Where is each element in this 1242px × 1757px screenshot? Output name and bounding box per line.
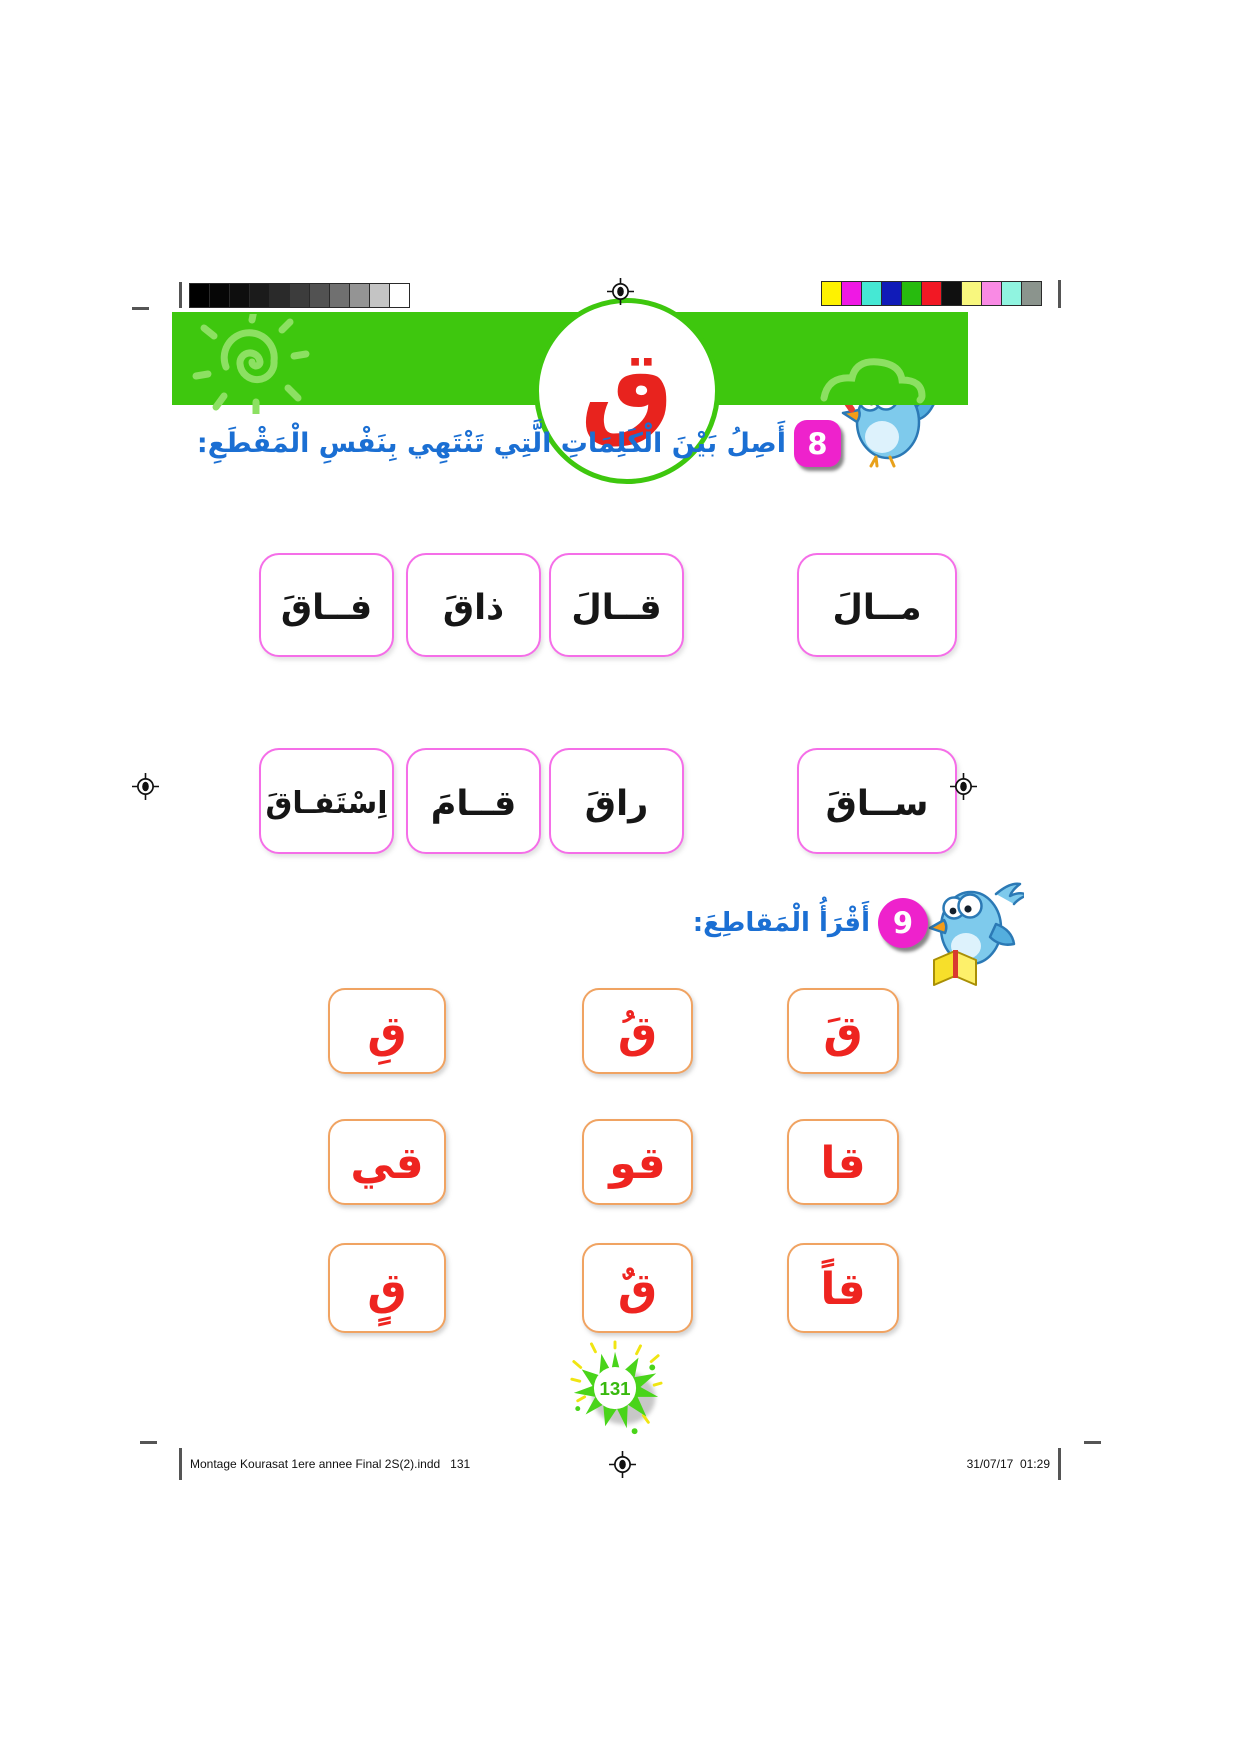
grayscale-swatch [229, 283, 250, 308]
cloud-doodle-icon [820, 336, 960, 406]
color-swatch [921, 281, 942, 306]
color-swatch [901, 281, 922, 306]
word-box [549, 553, 684, 657]
exercise8-instruction: أَصِلُ بَيْنَ الْكَلِمَاتِ الَّتِي تَنْتَهِي بِنَفْسِ الْمَقْطَعِ: [196, 428, 786, 459]
color-swatch [941, 281, 962, 306]
syllable-text: قي [350, 1138, 424, 1189]
grayscale-swatch [369, 283, 390, 308]
word-box-source [797, 748, 957, 854]
word-text: مــالَ [832, 587, 922, 628]
syllable-box [582, 1243, 693, 1333]
registration-mark-icon [607, 278, 634, 305]
bird-reading-icon [918, 866, 1024, 994]
grayscale-swatch [329, 283, 350, 308]
lesson-letter: ق [580, 327, 674, 449]
syllable-box [328, 1119, 446, 1205]
syllable-text: قُ [617, 1007, 658, 1058]
exercise9-instruction: أَقْرَأُ الْمَقاطِعَ: [692, 908, 870, 938]
grayscale-swatch [269, 283, 290, 308]
grayscale-swatch [309, 283, 330, 308]
syllable-box [328, 988, 446, 1074]
syllable-box [582, 1119, 693, 1205]
word-box [259, 553, 394, 657]
crop-mark [1084, 1441, 1101, 1444]
word-text: ســاقَ [825, 783, 929, 824]
color-swatch [961, 281, 982, 306]
crop-mark [140, 1441, 157, 1444]
crop-mark [1058, 280, 1061, 308]
word-text: ذاقَ [442, 587, 505, 628]
syllable-text: قو [609, 1138, 666, 1189]
grayscale-swatch [249, 283, 270, 308]
crop-mark [179, 1448, 182, 1480]
sun-doodle-icon [190, 314, 320, 414]
syllable-text: قا [820, 1138, 866, 1189]
syllable-text: قِ [367, 1007, 407, 1058]
color-calibration-bar [822, 281, 1042, 306]
color-swatch [841, 281, 862, 306]
syllable-text: قَ [823, 1007, 863, 1058]
word-box [549, 748, 684, 854]
word-box [406, 553, 541, 657]
word-box [259, 748, 394, 854]
syllable-box [328, 1243, 446, 1333]
footer-filename: Montage Kourasat 1ere annee Final 2S(2).indd 131 [190, 1457, 471, 1471]
syllable-box [582, 988, 693, 1074]
grayscale-swatch [389, 283, 410, 308]
color-swatch [881, 281, 902, 306]
exercise8-number: 8 [807, 426, 828, 461]
page-number-splat-icon [566, 1340, 664, 1438]
crop-mark [132, 307, 149, 310]
color-swatch [981, 281, 1002, 306]
registration-mark-icon [132, 773, 159, 800]
registration-mark-icon [950, 773, 977, 800]
word-text: فــاقَ [280, 587, 373, 628]
exercise9-number-badge [878, 898, 928, 948]
registration-mark-icon [609, 1451, 636, 1478]
word-box [406, 748, 541, 854]
syllable-text: قٍ [367, 1264, 407, 1315]
word-text: اِسْتَفـاقَ [265, 786, 388, 821]
grayscale-swatch [189, 283, 210, 308]
grayscale-swatch [209, 283, 230, 308]
word-text: قــالَ [571, 587, 662, 628]
exercise8-number-badge [794, 420, 841, 467]
syllable-box [787, 1243, 899, 1333]
word-text: راقَ [584, 783, 649, 824]
exercise9-number: 9 [892, 906, 914, 940]
color-swatch [1021, 281, 1042, 306]
crop-mark [1058, 1448, 1061, 1480]
grayscale-calibration-bar [190, 283, 410, 308]
word-box-source [797, 553, 957, 657]
crop-mark [179, 282, 182, 308]
grayscale-swatch [289, 283, 310, 308]
color-swatch [1001, 281, 1022, 306]
word-text: قــامَ [430, 783, 517, 824]
syllable-box [787, 988, 899, 1074]
syllable-text: قاً [820, 1264, 866, 1315]
grayscale-swatch [349, 283, 370, 308]
footer-timestamp: 31/07/17 01:29 [966, 1457, 1050, 1471]
syllable-box [787, 1119, 899, 1205]
color-swatch [821, 281, 842, 306]
syllable-text: قٌ [617, 1264, 658, 1315]
color-swatch [861, 281, 882, 306]
page-number: 131 [599, 1377, 631, 1399]
